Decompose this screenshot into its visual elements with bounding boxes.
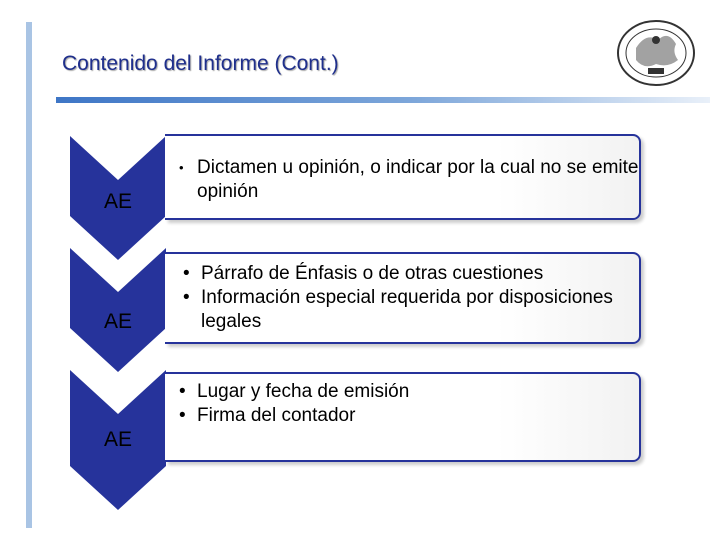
bullet-list-2 <box>177 262 639 334</box>
text-box-3 <box>165 372 641 462</box>
chevron-3 <box>70 370 166 510</box>
chevron-label-2: AE <box>103 310 132 333</box>
list-item: • Párrafo de Énfasis o de otras cuestiones <box>183 263 544 284</box>
chevron-label-1: AE <box>103 190 132 213</box>
chevron-label-3: AE <box>103 428 132 451</box>
chevron-2 <box>70 248 166 372</box>
title-underline <box>56 97 710 103</box>
university-seal-icon <box>614 18 698 88</box>
list-item: • Información especial requerida por disposiciones legales <box>183 287 613 332</box>
left-accent-bar <box>26 22 32 528</box>
list-item: • Lugar y fecha de emisión <box>179 381 410 402</box>
text-box-2 <box>165 252 641 344</box>
list-item: • Dictamen u opinión, o indicar por la cual no se emite opinión <box>179 157 639 202</box>
text-box-1 <box>165 134 641 220</box>
bullet-list-1 <box>173 156 639 204</box>
chevron-1 <box>70 136 166 260</box>
bullet-list-3 <box>173 380 639 428</box>
slide-title: Contenido del Informe (Cont.) <box>62 52 339 75</box>
list-item: • Firma del contador <box>179 405 356 426</box>
